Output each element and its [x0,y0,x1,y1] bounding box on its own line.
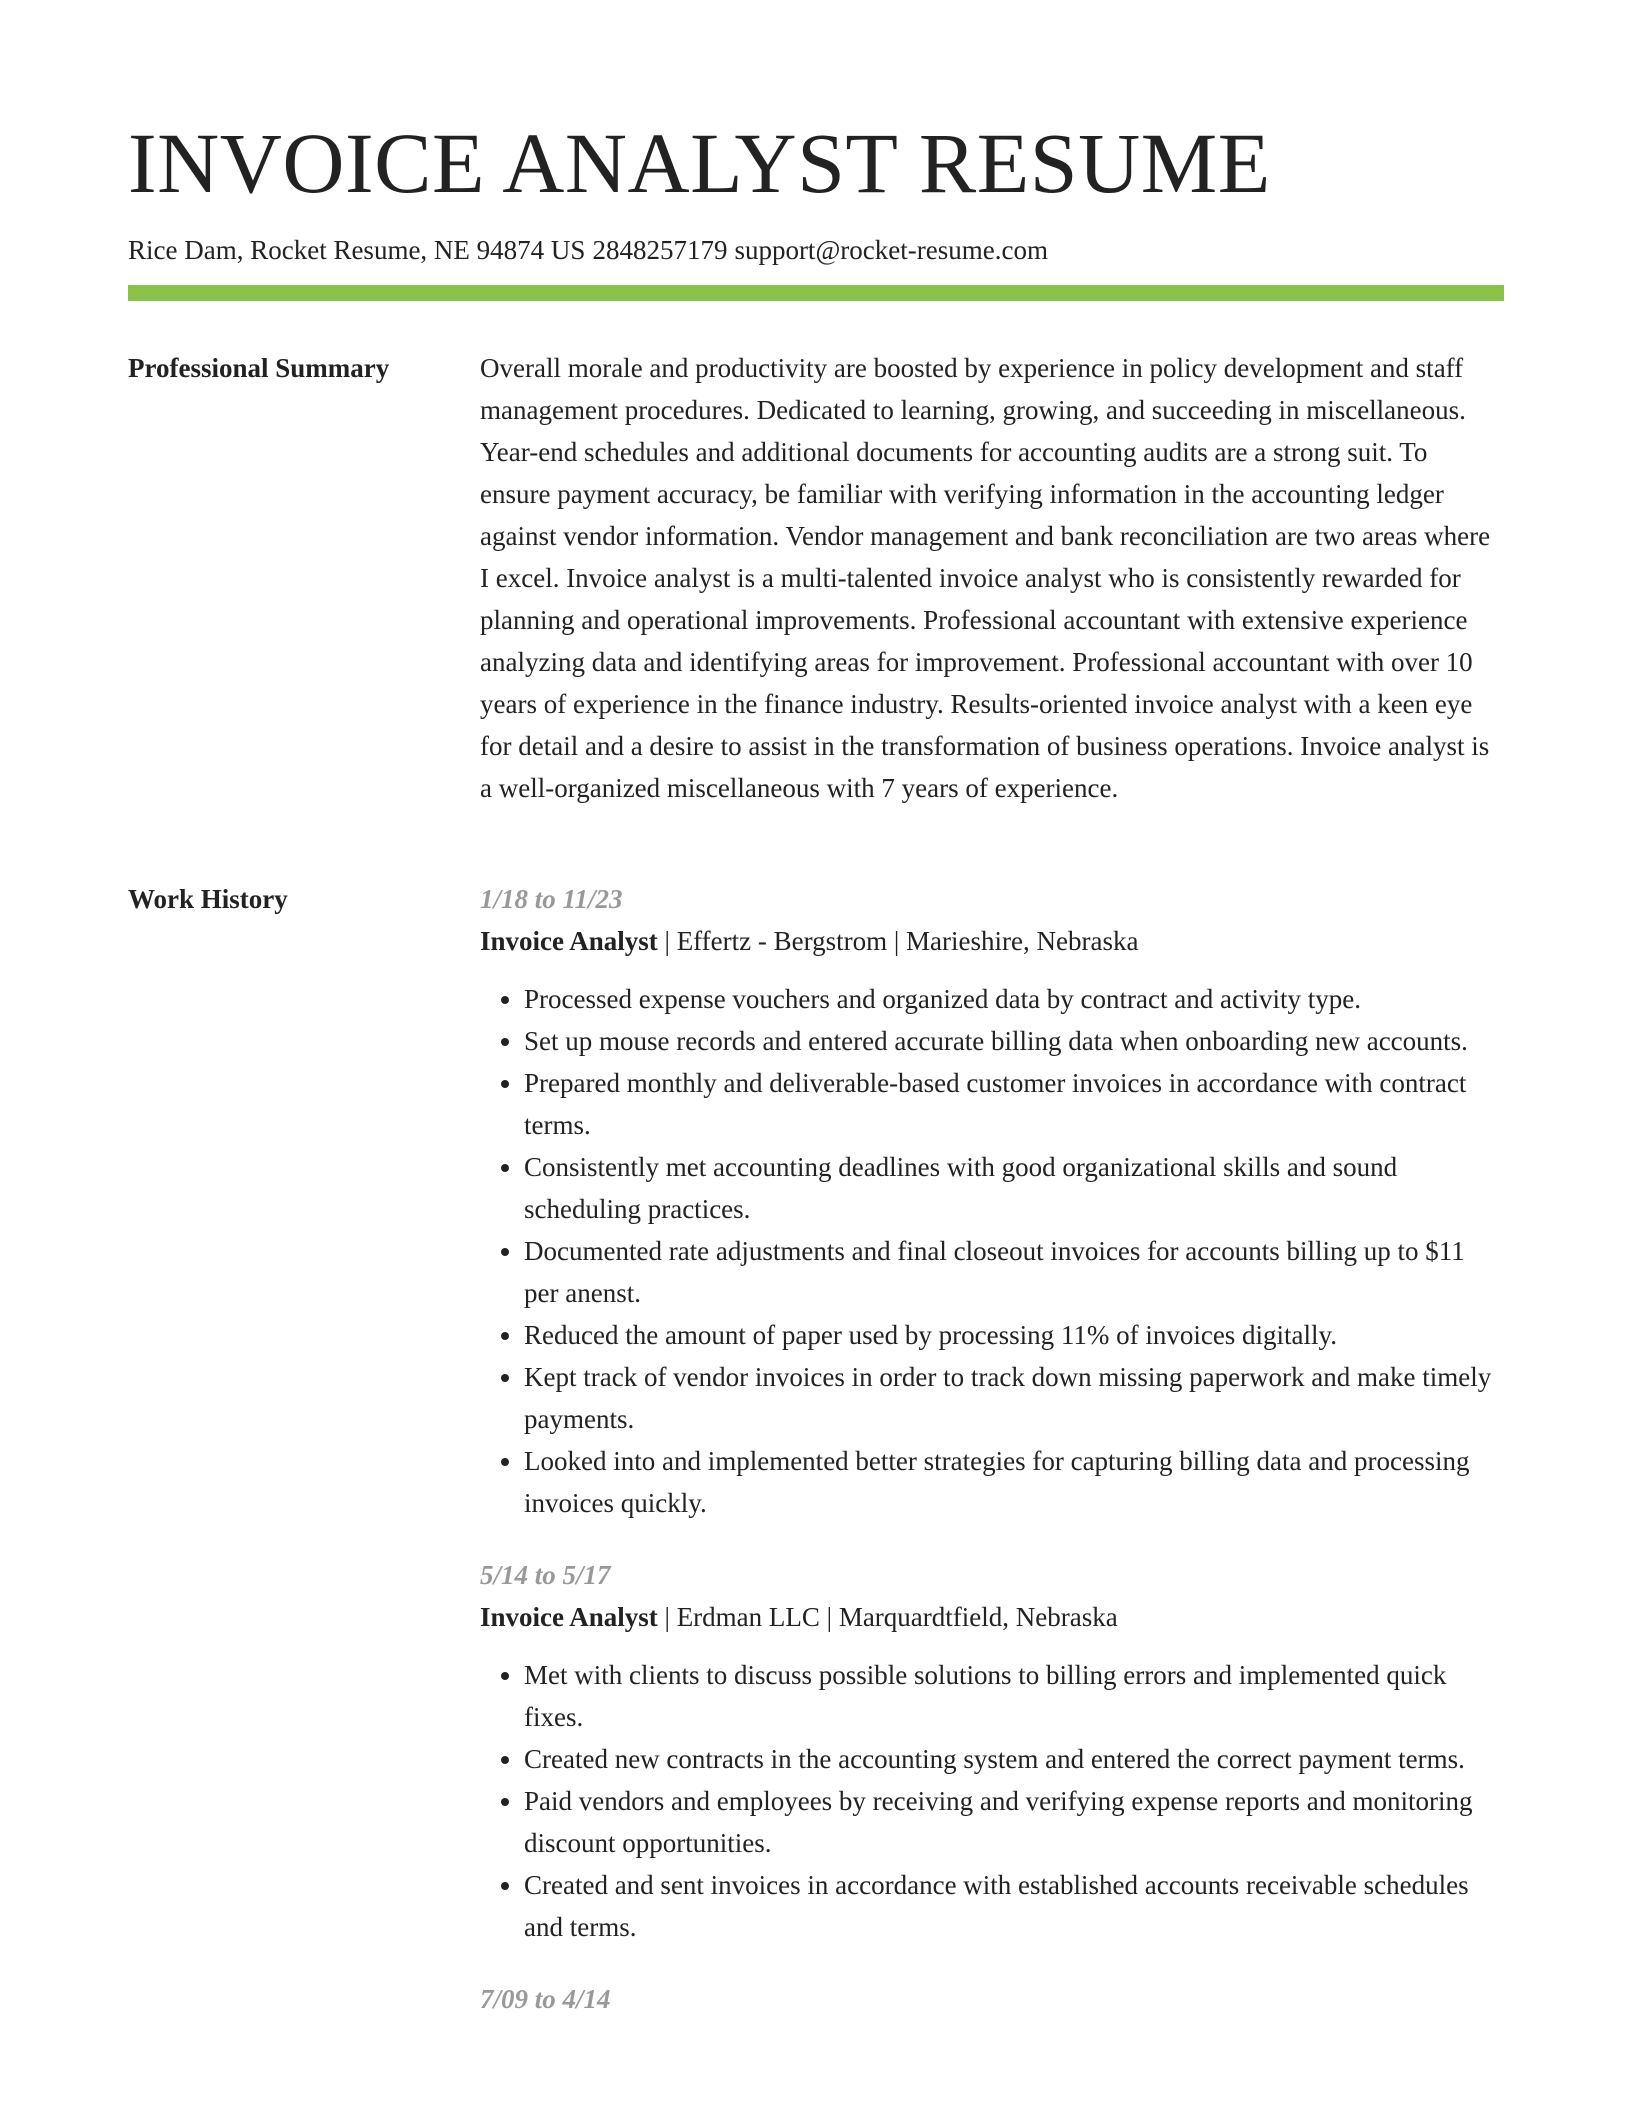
job-bullet: • Looked into and implemented better strategies for capturing billing data and processing invoices quickly. [524,1440,1504,1524]
job-bullet: • Prepared monthly and deliverable-based customer invoices in accordance with contract terms. [524,1062,1504,1146]
resume-title: INVOICE ANALYST RESUME [128,115,1271,211]
job-dates: 7/09 to 4/14 [480,1984,611,2014]
job-title: Invoice Analyst [480,926,658,956]
job-entry [480,1978,1504,2020]
summary-label: Professional Summary [128,353,390,383]
job-company: Effertz - Bergstrom [676,926,888,956]
summary-body [480,347,1504,809]
job-entry [480,1554,1504,1948]
job-heading: Invoice Analyst | Effertz - Bergstrom | Marieshire, Nebraska [480,926,1139,956]
job-bullet: • Paid vendors and employees by receiving and verifying expense reports and monitoring discount opportunities. [524,1780,1504,1864]
job-location: Marquardtfield, Nebraska [838,1602,1118,1632]
job-dates: 1/18 to 11/23 [480,884,623,914]
job-bullet: • Created and sent invoices in accordance with established accounts receivable schedules and terms. [524,1864,1504,1948]
job-bullet: • Kept track of vendor invoices in order to track down missing paperwork and make timely payments. [524,1356,1504,1440]
work-history-label: Work History [128,884,288,914]
job-heading: Invoice Analyst | Erdman LLC | Marquardtfield, Nebraska [480,1602,1118,1632]
summary-text: Overall morale and productivity are boosted by experience in policy development and staff management procedures. Dedicated to learning, growing, and succeeding in miscellaneous. Year-end schedules and additional documents for accounting audits are a strong suit. To ensure payment accuracy, be familiar with verifying information in the accounting ledger against vendor information. Vendor management and bank reconciliation are two areas where I excel. Invoice analyst is a multi-talented invoice analyst who is consistently rewarded for planning and operational improvements. Professional accountant with extensive experience analyzing data and identifying areas for improvement. Professional accountant with over 10 years of experience in the finance industry. Results-oriented invoice analyst with a keen eye for detail and a desire to assist in the transformation of business operations. Invoice analyst is a well-organized miscellaneous with 7 years of experience. [480,353,1491,803]
job-bullet: • Reduced the amount of paper used by processing 11% of invoices digitally. [524,1314,1504,1356]
contact-phone: 2848257179 [592,235,728,265]
job-bullet: • Created new contracts in the accounting system and entered the correct payment terms. [524,1738,1504,1780]
accent-divider [128,285,1504,301]
contact-address: Rice Dam, Rocket Resume, NE 94874 US [128,235,586,265]
job-bullet: • Processed expense vouchers and organized data by contract and activity type. [524,978,1504,1020]
contact-email: support@rocket-resume.com [734,235,1048,265]
job-dates: 5/14 to 5/17 [480,1560,611,1590]
job-title: Invoice Analyst [480,1602,658,1632]
job-company: Erdman LLC [676,1602,820,1632]
job-bullet: • Consistently met accounting deadlines with good organizational skills and sound scheduling practices. [524,1146,1504,1230]
contact-line [128,232,1048,268]
job-bullet-list [480,978,1504,1524]
job-entry [480,878,1504,1524]
job-bullet: • Set up mouse records and entered accurate billing data when onboarding new accounts. [524,1020,1504,1062]
job-bullet: • Documented rate adjustments and final closeout invoices for accounts billing up to $11 per anenst. [524,1230,1504,1314]
job-bullet: • Met with clients to discuss possible solutions to billing errors and implemented quick fixes. [524,1654,1504,1738]
job-location: Marieshire, Nebraska [906,926,1139,956]
work-history-body [480,878,1504,2050]
job-bullet-list [480,1654,1504,1948]
